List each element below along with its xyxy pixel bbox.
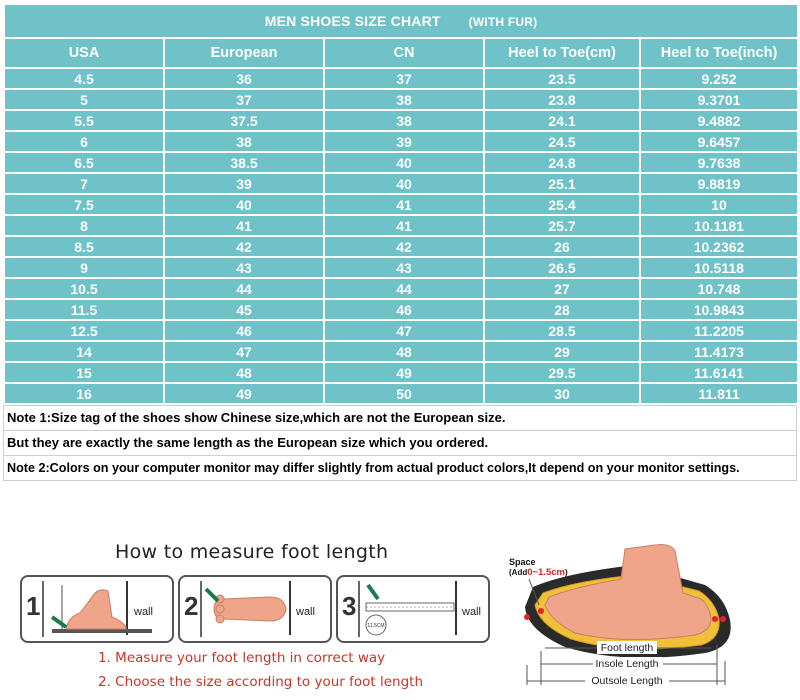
size-table (3, 3, 799, 405)
table-row (4, 341, 798, 362)
size-chart (3, 3, 797, 481)
step-3-number: 3 (342, 591, 357, 621)
table-row (4, 278, 798, 299)
table-cell: 41 (324, 194, 484, 215)
ruler-icon (338, 577, 488, 641)
table-cell: 38.5 (164, 152, 324, 173)
table-cell: 38 (324, 89, 484, 110)
table-cell: 8.5 (4, 236, 164, 257)
foot-top-icon (180, 577, 330, 641)
table-cell: 9.252 (640, 68, 798, 89)
table-row (4, 194, 798, 215)
table-cell: 41 (164, 215, 324, 236)
column-header: European (164, 38, 324, 68)
chart-subtitle: (WITH FUR) (468, 15, 538, 29)
step-2-panel (178, 575, 332, 643)
table-cell: 47 (164, 341, 324, 362)
foot-side-icon (22, 577, 172, 641)
table-cell: 5 (4, 89, 164, 110)
table-cell: 11.4173 (640, 341, 798, 362)
table-cell: 10 (640, 194, 798, 215)
table-row (4, 299, 798, 320)
table-cell: 10.2362 (640, 236, 798, 257)
table-cell: 9 (4, 257, 164, 278)
table-cell: 41 (324, 215, 484, 236)
chart-title-row (4, 4, 798, 38)
table-cell: 28 (484, 299, 640, 320)
table-cell: 29 (484, 341, 640, 362)
table-cell: 11.6141 (640, 362, 798, 383)
table-cell: 9.4882 (640, 110, 798, 131)
table-cell: 42 (164, 236, 324, 257)
table-cell: 7 (4, 173, 164, 194)
column-header: USA (4, 38, 164, 68)
table-cell: 9.6457 (640, 131, 798, 152)
step-1-wall-label: wall (134, 606, 153, 618)
table-cell: 16 (4, 383, 164, 404)
table-cell: 24.1 (484, 110, 640, 131)
table-cell: 4.5 (4, 68, 164, 89)
table-cell: 12.5 (4, 320, 164, 341)
insole-length-label: Insole Length (595, 658, 659, 670)
step-2-number: 2 (184, 591, 199, 621)
table-row (4, 236, 798, 257)
table-cell: 26 (484, 236, 640, 257)
table-cell: 48 (164, 362, 324, 383)
table-cell: 30 (484, 383, 640, 404)
table-cell: 49 (164, 383, 324, 404)
shoe-length-diagram (505, 535, 795, 700)
table-cell: 9.8819 (640, 173, 798, 194)
table-cell: 10.5 (4, 278, 164, 299)
table-cell: 37 (324, 68, 484, 89)
table-cell: 47 (324, 320, 484, 341)
table-cell: 9.7638 (640, 152, 798, 173)
add-value: 0~1.5cm (527, 567, 565, 578)
table-cell: 11.5 (4, 299, 164, 320)
table-cell: 11.811 (640, 383, 798, 404)
table-body (4, 68, 798, 404)
note-1: Note 1:Size tag of the shoes show Chinese size,which are not the European size. (3, 405, 797, 431)
table-cell: 24.8 (484, 152, 640, 173)
table-row (4, 131, 798, 152)
table-cell: 43 (164, 257, 324, 278)
table-cell: 44 (164, 278, 324, 299)
step-1-panel (20, 575, 174, 643)
table-cell: 37 (164, 89, 324, 110)
table-cell: 24.5 (484, 131, 640, 152)
table-cell: 38 (324, 110, 484, 131)
outsole-length-label: Outsole Length (591, 675, 663, 687)
table-cell: 43 (324, 257, 484, 278)
table-cell: 37.5 (164, 110, 324, 131)
table-cell: 39 (164, 173, 324, 194)
column-header: Heel to Toe(cm) (484, 38, 640, 68)
table-cell: 44 (324, 278, 484, 299)
header-row (4, 38, 798, 68)
table-cell: 26.5 (484, 257, 640, 278)
note-2: Note 2:Colors on your computer monitor may differ slightly from actual product colors,It depend on your monitor settings. (3, 456, 797, 481)
foot-length-label: Foot length (600, 642, 654, 654)
step-1-number: 1 (26, 591, 41, 621)
table-cell: 8 (4, 215, 164, 236)
notes (3, 405, 797, 481)
table-row (4, 89, 798, 110)
table-row (4, 215, 798, 236)
table-cell: 7.5 (4, 194, 164, 215)
table-row (4, 320, 798, 341)
table-cell: 14 (4, 341, 164, 362)
table-cell: 36 (164, 68, 324, 89)
note-1-continued: But they are exactly the same length as the European size which you ordered. (3, 431, 797, 456)
space-label: Space (509, 557, 536, 567)
table-cell: 25.1 (484, 173, 640, 194)
table-cell: 15 (4, 362, 164, 383)
ruler-label: 11.5CM (367, 623, 385, 629)
table-cell: 38 (164, 131, 324, 152)
table-cell: 23.8 (484, 89, 640, 110)
table-cell: 10.5118 (640, 257, 798, 278)
table-cell: 23.5 (484, 68, 640, 89)
column-header: Heel to Toe(inch) (640, 38, 798, 68)
table-row (4, 110, 798, 131)
table-row (4, 68, 798, 89)
table-cell: 27 (484, 278, 640, 299)
table-cell: 46 (164, 320, 324, 341)
table-cell: 25.4 (484, 194, 640, 215)
table-row (4, 257, 798, 278)
add-label: (Add0~1.5cm) (509, 567, 568, 578)
table-row (4, 173, 798, 194)
table-cell: 39 (324, 131, 484, 152)
table-cell: 5.5 (4, 110, 164, 131)
table-cell: 40 (324, 173, 484, 194)
table-row (4, 362, 798, 383)
table-cell: 10.748 (640, 278, 798, 299)
table-cell: 42 (324, 236, 484, 257)
table-cell: 46 (324, 299, 484, 320)
table-cell: 28.5 (484, 320, 640, 341)
table-cell: 49 (324, 362, 484, 383)
chart-title: MEN SHOES SIZE CHART (264, 13, 441, 29)
table-cell: 40 (164, 194, 324, 215)
step-2-wall-label: wall (296, 606, 315, 618)
table-cell: 25.7 (484, 215, 640, 236)
table-cell: 29.5 (484, 362, 640, 383)
table-cell: 48 (324, 341, 484, 362)
table-cell: 50 (324, 383, 484, 404)
table-row (4, 152, 798, 173)
table-cell: 45 (164, 299, 324, 320)
table-cell: 6 (4, 131, 164, 152)
table-cell: 10.9843 (640, 299, 798, 320)
instruction-1: 1. Measure your foot length in correct way (98, 650, 386, 666)
instruction-2: 2. Choose the size according to your foot length (98, 674, 424, 690)
table-cell: 9.3701 (640, 89, 798, 110)
column-header: CN (324, 38, 484, 68)
measure-title: How to measure foot length (115, 541, 389, 563)
step-3-panel (336, 575, 490, 643)
table-cell: 6.5 (4, 152, 164, 173)
table-cell: 10.1181 (640, 215, 798, 236)
table-cell: 11.2205 (640, 320, 798, 341)
step-3-wall-label: wall (462, 606, 481, 618)
measure-section (0, 535, 800, 700)
table-row (4, 383, 798, 404)
table-cell: 40 (324, 152, 484, 173)
